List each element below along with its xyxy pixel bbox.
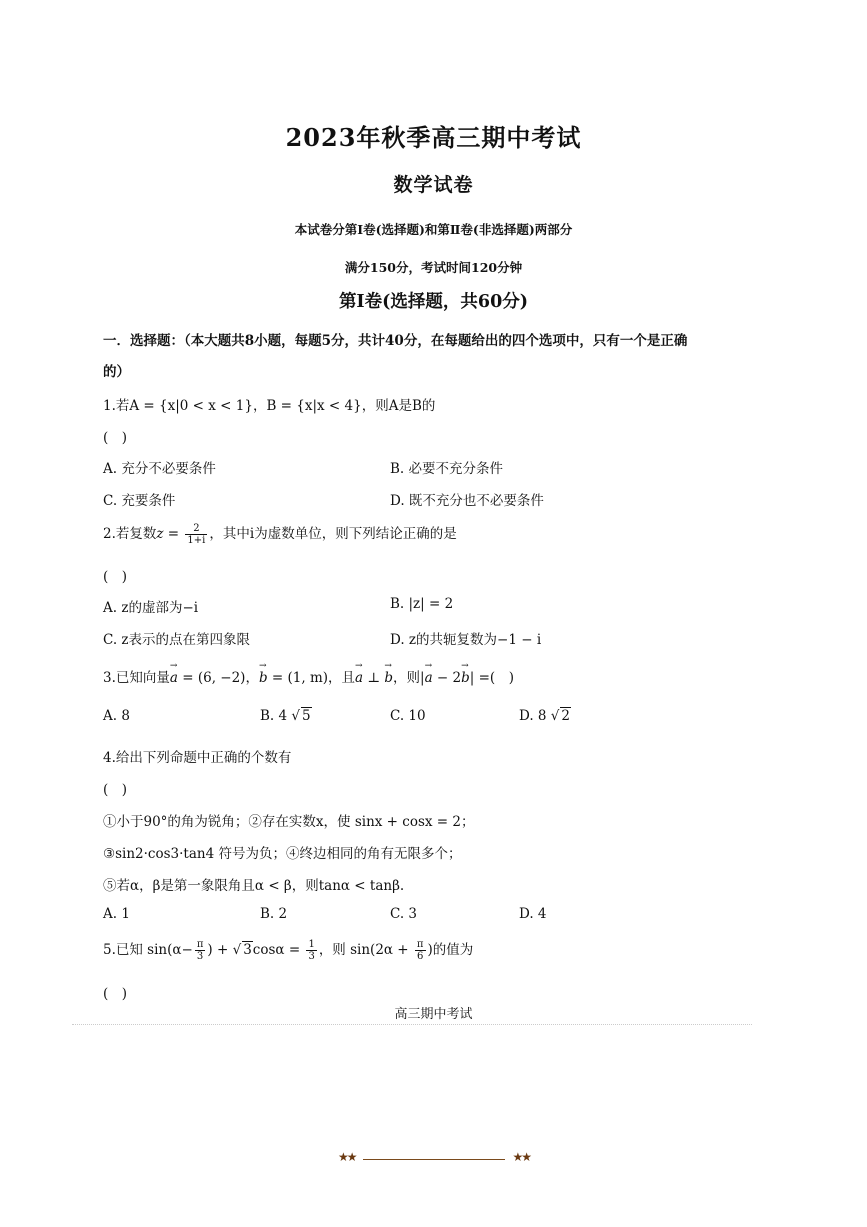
part-heading: 第Ⅰ卷(选择题，共60分): [338, 292, 529, 312]
question-4-statement-1-2: ①小于90°的角为锐角；②存在实数x，使 sinx + cosx = 2；: [103, 814, 475, 830]
question-2-option-d: D. z的共轭复数为−1 − i: [390, 632, 542, 648]
question-2-option-b: B. |z| = 2: [390, 596, 454, 612]
question-3-stem: 3.已知向量→ a = (6, −2)，→ b = (1, m)，且→ a ⊥ → b，则|→ a − 2→ b| =( ): [103, 666, 514, 686]
footer-divider: [72, 1024, 752, 1025]
question-1-option-b: B. 必要不充分条件: [390, 461, 504, 477]
question-1-answer-paren: ( ): [103, 430, 128, 446]
decorative-line: [363, 1159, 505, 1160]
section-instructions-line2: 的）: [103, 364, 130, 380]
exam-note-score: 满分150分，考试时间120分钟: [344, 260, 523, 275]
question-4-option-c: C. 3: [390, 906, 418, 922]
question-2-option-c: C. z表示的点在第四象限: [103, 632, 251, 648]
question-2-stem: 2.若复数z = $\frac{2}{1+i}$ ，其中i为虚数单位，则下列结论正确的是: [103, 523, 457, 546]
question-1-option-c: C. 充要条件: [103, 493, 176, 509]
fraction-pi-over-3: $\frac{\pi}{3}$: [196, 939, 204, 962]
question-5-answer-paren: ( ): [103, 986, 128, 1002]
question-3-option-c: C. 10: [390, 708, 426, 724]
fraction-2-over-1-plus-i: $\frac{2}{1+i}$: [187, 523, 206, 546]
question-4-stem: 4.给出下列命题中正确的个数有: [103, 750, 292, 766]
fraction-pi-over-6: $\frac{\pi}{6}$: [416, 939, 424, 962]
exam-subject: 数学试卷: [393, 174, 474, 196]
question-4-statement-5: ⑤若α，β是第一象限角且α < β，则tanα < tanβ.: [103, 878, 405, 894]
question-2-answer-paren: ( ): [103, 569, 128, 585]
exam-title: 2023年秋季高三期中考试: [285, 123, 582, 152]
question-1-option-d: D. 既不充分也不必要条件: [390, 493, 544, 509]
page-footer-text: 高三期中考试: [394, 1007, 473, 1022]
question-3-option-b: B. 4 √ 5: [260, 708, 311, 724]
question-3-option-a: A. 8: [103, 708, 130, 724]
question-1-stem: 1.若A = {x|0 < x < 1}，B = {x|x < 4}，则A是B的: [103, 398, 436, 414]
question-2-option-a: A. z的虚部为−i: [103, 600, 199, 616]
section-instructions-line1: 一．选择题：（本大题共8小题，每题5分，共计40分，在每题给出的四个选项中，只有一个是正确: [103, 333, 688, 349]
question-4-answer-paren: ( ): [103, 782, 128, 798]
question-1-option-a: A. 充分不必要条件: [103, 461, 216, 477]
question-3-option-d: D. 8 √ 2: [519, 708, 571, 724]
decorative-star-rule: [338, 1150, 530, 1170]
star-icon-left: ★★: [338, 1150, 356, 1164]
star-icon-right: ★★: [512, 1150, 530, 1164]
question-4-option-d: D. 4: [519, 906, 547, 922]
exam-note-structure: 本试卷分第Ⅰ卷(选择题)和第Ⅱ卷(非选择题)两部分: [294, 222, 573, 237]
fraction-1-over-3: $\frac{1}{3}$: [308, 939, 315, 962]
question-5-stem: 5.已知 sin(α− $\frac{\pi}{3}$ ) + √ 3cosα = $\frac{1}{3}$ ，则 sin(2α + $\frac{\pi}{6}$ )的值为: [103, 939, 474, 962]
question-4-option-b: B. 2: [260, 906, 288, 922]
question-4-statement-3-4: ③sin2·cos3·tan4 符号为负；④终边相同的角有无限多个；: [103, 846, 462, 862]
question-4-option-a: A. 1: [103, 906, 130, 922]
